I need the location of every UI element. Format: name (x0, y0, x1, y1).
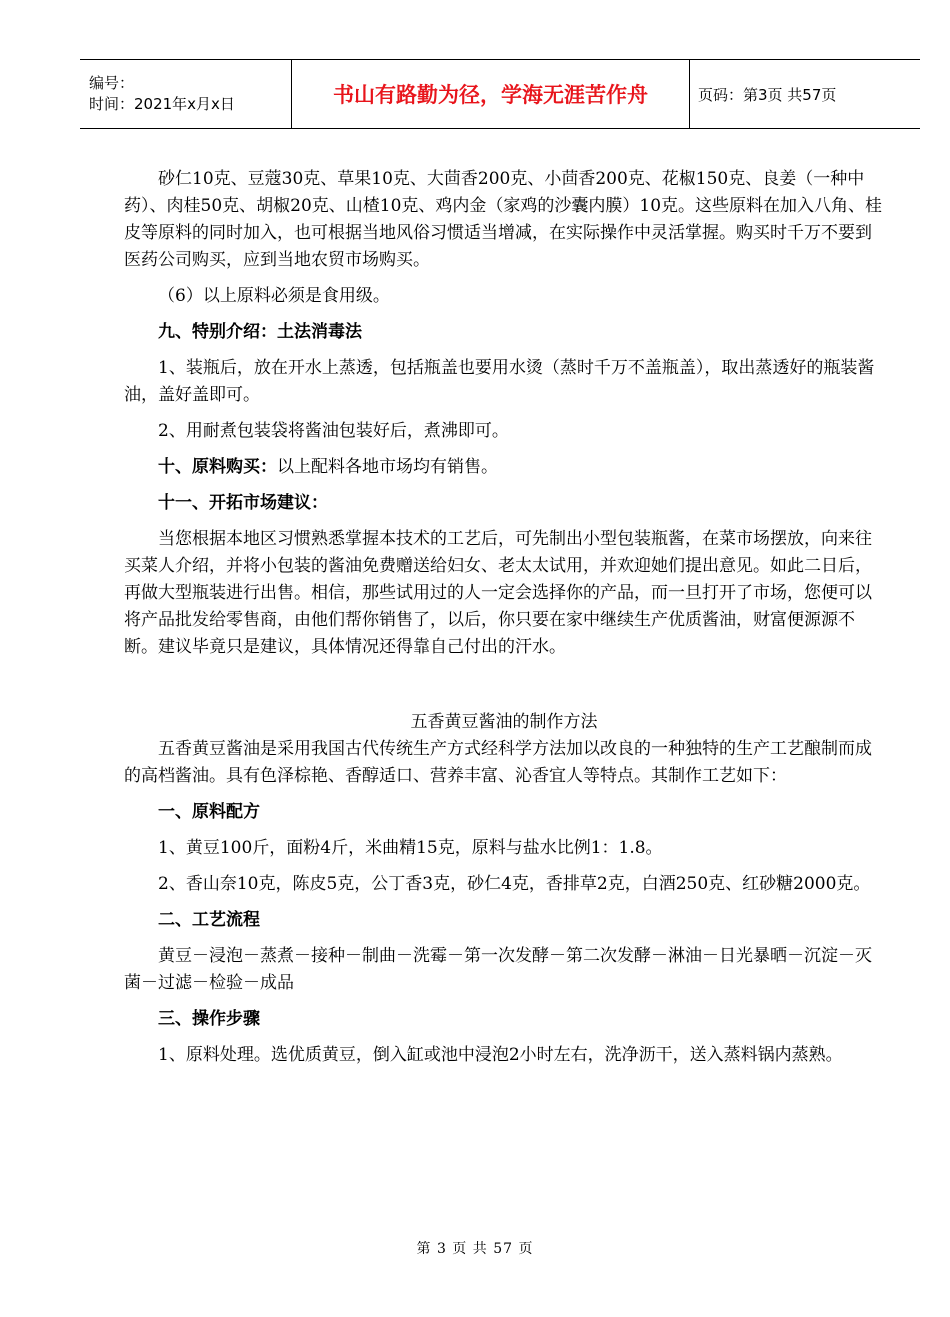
heading-steps: 三、操作步骤 (158, 1009, 260, 1029)
heading-ingredients: 一、原料配方 (158, 802, 260, 822)
document-body (124, 166, 884, 1069)
heading-market: 十一、开拓市场建议： (158, 493, 328, 513)
page-footer: 第 3 页 共 57 页 (416, 1241, 534, 1257)
paragraph-process: 黄豆－浸泡－蒸煮－接种－制曲－洗霉－第一次发酵－第二次发酵－淋油－日光暴晒－沉淀－灭菌－过滤－检验－成品 (124, 946, 872, 993)
header-meta (80, 60, 292, 128)
doc-number-label: 编号： (89, 74, 135, 92)
paragraph-market: 当您根据本地区习惯熟悉掌握本技术的工艺后，可先制出小型包装瓶酱，在菜市场摆放，向来往买菜人介绍，并将小包装的酱油免费赠送给妇女、老太太试用，并欢迎她们提出意见。如此二日后，再做大型瓶装进行出售。相信，那些试用过的人一定会选择你的产品，而一旦打开了市场，您便可以将产品批发给零售商，由他们帮你销售了，以后，你只要在家中继续生产优质酱油，财富便源源不断。建议毕竟只是建议，具体情况还得靠自己付出的汗水。 (124, 529, 872, 657)
header-page-label: 页码：第3页 共57页 (698, 85, 837, 104)
heading-disinfection: 九、特别介绍：土法消毒法 (158, 322, 362, 342)
paragraph-spices: 砂仁10克、豆蔻30克、草果10克、大茴香200克、小茴香200克、花椒150克、良姜（一种中药）、肉桂50克、胡椒20克、山楂10克、鸡内金（家鸡的沙囊内膜）10克。这些原料在加入八角、桂皮等原料的同时加入，也可根据当地风俗习惯适当增减，在实际操作中灵活掌握。购买时千万不要到医药公司购买，应到当地农贸市场购买。 (124, 169, 883, 270)
doc-time-label: 时间：2021年x月x日 (89, 95, 235, 113)
paragraph-ingredients-2: 2、香山奈10克，陈皮5克，公丁香3克，砂仁4克，香排草2克，白酒250克、红砂糖2000克。 (158, 874, 871, 894)
purchase-text: 以上配料各地市场均有销售。 (277, 457, 498, 477)
paragraph-purchase (124, 454, 884, 481)
paragraph-ingredients-1: 1、黄豆100斤，面粉4斤，米曲精15克，原料与盐水比例1：1.8。 (158, 838, 663, 858)
paragraph-disinfect-1: 1、装瓶后，放在开水上蒸透，包括瓶盖也要用水烫（蒸时千万不盖瓶盖），取出蒸透好的瓶装酱油，盖好盖即可。 (124, 358, 875, 405)
page-header (80, 59, 920, 129)
header-motto: 书山有路勤为径，学海无涯苦作舟 (292, 60, 690, 128)
paragraph-intro: 五香黄豆酱油是采用我国古代传统生产方式经科学方法加以改良的一种独特的生产工艺酿制而成的高档酱油。具有色泽棕艳、香醇适口、营养丰富、沁香宜人等特点。其制作工艺如下： (124, 739, 872, 786)
section-title: 五香黄豆酱油的制作方法 (410, 712, 598, 732)
heading-process: 二、工艺流程 (158, 910, 260, 930)
paragraph-step-1: 1、原料处理。选优质黄豆，倒入缸或池中浸泡2小时左右，洗净沥干，送入蒸料锅内蒸熟。 (158, 1045, 843, 1065)
heading-purchase: 十、原料购买： (158, 457, 277, 477)
paragraph-disinfect-2: 2、用耐煮包装袋将酱油包装好后，煮沸即可。 (158, 421, 509, 441)
paragraph-food-grade: （6）以上原料必须是食用级。 (158, 286, 390, 306)
